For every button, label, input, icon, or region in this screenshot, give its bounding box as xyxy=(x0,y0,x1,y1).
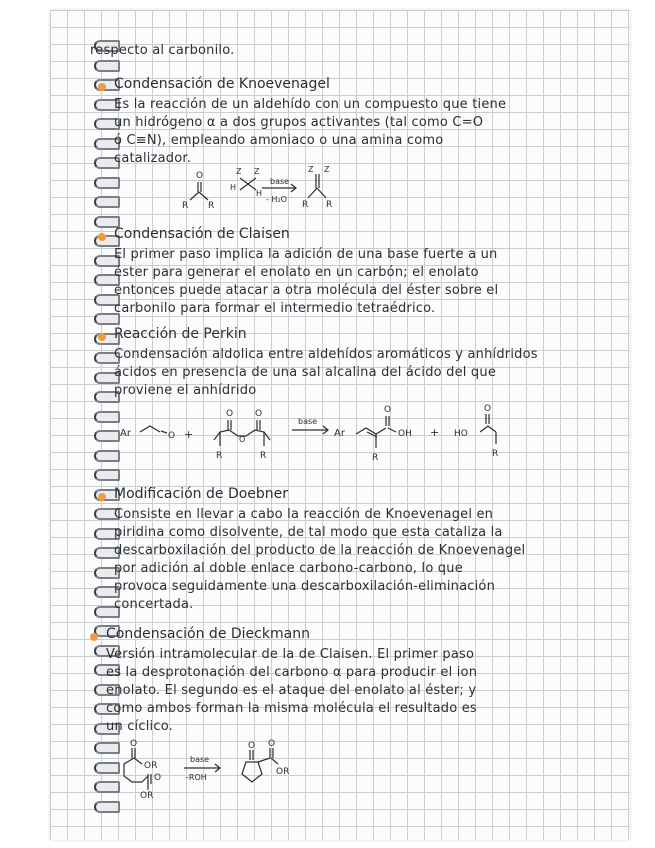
svg-text:R: R xyxy=(182,201,189,210)
svg-text:Ar: Ar xyxy=(334,428,345,439)
svg-text:H: H xyxy=(256,189,263,198)
spiral-ring xyxy=(94,801,120,813)
text-line: como ambos forman la misma molécula el resultado es xyxy=(106,701,477,716)
svg-text:OR: OR xyxy=(144,761,158,771)
svg-text:R: R xyxy=(326,200,333,210)
svg-text:HO: HO xyxy=(454,429,468,439)
svg-text:O: O xyxy=(168,431,176,441)
svg-text:OH: OH xyxy=(398,429,412,439)
text-line: El primer paso implica la adición de una base fuerte a un xyxy=(114,247,498,262)
spiral-ring xyxy=(94,450,120,462)
title-claisen: Condensación de Claisen xyxy=(114,226,290,242)
bullet-perkin xyxy=(98,333,106,341)
svg-text:Z: Z xyxy=(254,167,260,176)
scheme-knoevenagel xyxy=(170,162,370,210)
svg-text:R: R xyxy=(208,201,215,210)
text-line: carbonilo para formar el intermedio tetraédrico. xyxy=(114,301,436,316)
text-claisen xyxy=(114,246,498,318)
text-line: ó C≡N), empleando amoniaco o una amina como xyxy=(114,133,444,148)
bullet-doebner xyxy=(98,493,106,501)
svg-text:O: O xyxy=(239,435,246,444)
spiral-ring xyxy=(94,196,120,208)
svg-text:O: O xyxy=(255,409,263,419)
svg-text:R: R xyxy=(216,451,223,461)
spiral-ring xyxy=(94,469,120,481)
text-line: enolato. El segundo es el ataque del enolato al éster; y xyxy=(106,683,477,698)
spiral-ring xyxy=(94,177,120,189)
svg-text:OR: OR xyxy=(276,767,290,777)
text-line: Condensación aldolica entre aldehídos aromáticos y anhídridos xyxy=(114,347,538,362)
scheme-dieckmann xyxy=(114,738,354,800)
text-line: Consiste en llevar a cabo la reacción de Knoevenagel en xyxy=(114,507,494,522)
svg-text:O: O xyxy=(130,739,138,749)
intro-line: respecto al carbonilo. xyxy=(90,43,235,58)
text-line: ácidos en presencia de una sal alcalina del ácido del que xyxy=(114,365,497,380)
bullet-dieckmann xyxy=(90,633,98,641)
svg-text:R: R xyxy=(302,200,309,210)
spiral-ring xyxy=(94,60,120,72)
svg-text:Z: Z xyxy=(324,165,330,174)
svg-text:H: H xyxy=(230,183,237,192)
svg-text:R: R xyxy=(372,453,379,463)
svg-text:O: O xyxy=(248,741,256,751)
svg-text:base: base xyxy=(270,177,290,186)
text-line: entonces puede atacar a otra molécula del éster sobre el xyxy=(114,283,499,298)
bullet-knoevenagel xyxy=(98,83,106,91)
svg-text:Z: Z xyxy=(308,165,314,174)
title-perkin: Reacción de Perkin xyxy=(114,326,247,342)
text-line: concertada. xyxy=(114,597,194,612)
title-dieckmann: Condensación de Dieckmann xyxy=(106,626,310,642)
text-line: un hidrógeno α a dos grupos activantes (tal como C=O xyxy=(114,115,484,130)
text-doebner xyxy=(114,506,525,614)
svg-text:R: R xyxy=(260,451,267,461)
svg-text:O: O xyxy=(196,171,204,181)
svg-text:O: O xyxy=(384,405,392,415)
svg-text:O: O xyxy=(268,739,276,749)
text-line: un cíclico. xyxy=(106,719,173,734)
title-doebner: Modificación de Doebner xyxy=(114,486,289,502)
title-knoevenagel: Condensación de Knoevenagel xyxy=(114,76,330,92)
scheme-perkin xyxy=(120,402,560,464)
svg-text:-ROH: -ROH xyxy=(186,773,207,782)
svg-text:Z: Z xyxy=(236,167,242,176)
svg-text:Ar: Ar xyxy=(120,428,131,439)
text-line: catalizador. xyxy=(114,151,192,166)
spiral-ring xyxy=(94,430,120,442)
svg-text:R: R xyxy=(492,449,499,459)
text-line: es la desprotonación del carbono α para producir el ion xyxy=(106,665,478,680)
text-line: Versión intramolecular de la de Claisen. El primer paso xyxy=(106,647,475,662)
text-line: provoca seguidamente una descarboxilación-eliminación xyxy=(114,579,496,594)
text-line: proviene el anhídrido xyxy=(114,383,257,398)
svg-text:+: + xyxy=(430,426,440,439)
text-line: éster para generar el enolato en un carbón; el enolato xyxy=(114,265,479,280)
svg-text:+: + xyxy=(184,428,194,441)
text-dieckmann xyxy=(106,646,477,736)
text-knoevenagel xyxy=(114,96,506,168)
text-line: por adición al doble enlace carbono-carbono, lo que xyxy=(114,561,463,576)
svg-text:- H₂O: - H₂O xyxy=(266,195,287,204)
bullet-claisen xyxy=(98,233,106,241)
text-line: piridina como disolvente, de tal modo que esta cataliza la xyxy=(114,525,503,540)
svg-text:O: O xyxy=(154,773,162,783)
svg-text:base: base xyxy=(190,755,210,764)
svg-text:OR: OR xyxy=(140,791,154,800)
text-line: descarboxilación del producto de la reacción de Knoevenagel xyxy=(114,543,526,558)
text-perkin xyxy=(114,346,538,400)
svg-text:O: O xyxy=(226,409,234,419)
svg-text:O: O xyxy=(484,404,492,414)
svg-text:base: base xyxy=(298,417,318,426)
spiral-ring xyxy=(94,411,120,423)
text-line: Es la reacción de un aldehído con un compuesto que tiene xyxy=(114,97,507,112)
notebook-page xyxy=(50,10,630,840)
